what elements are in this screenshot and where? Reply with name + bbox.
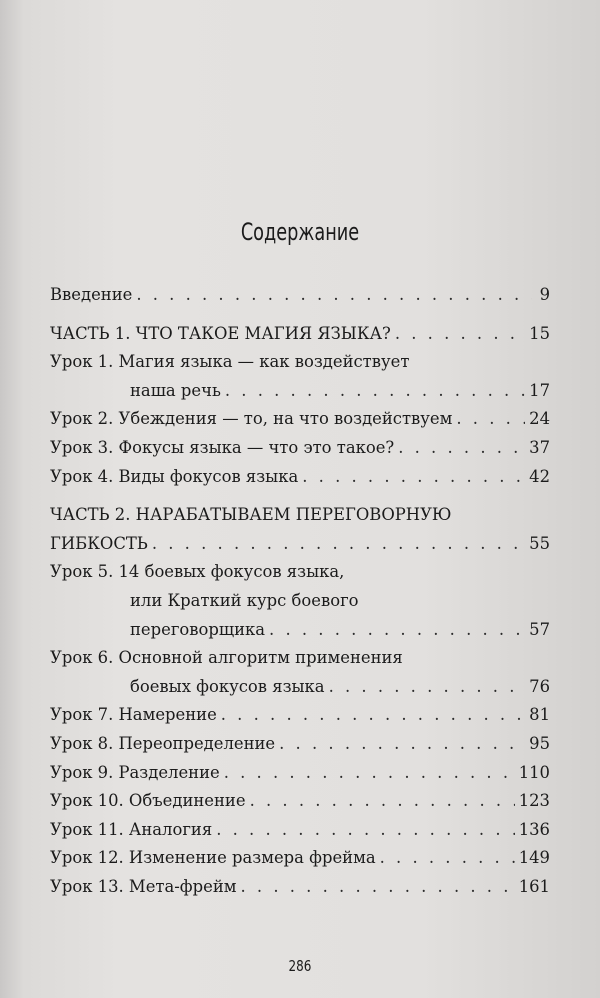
toc-entry-lesson6-cont: [50, 673, 550, 702]
toc-entry-intro: [50, 281, 550, 310]
toc-label: Урок 10. Объединение: [50, 791, 246, 811]
toc-entry-lesson11: [50, 816, 550, 845]
toc-entry-lesson5: [50, 558, 550, 587]
dot-leader: [380, 844, 515, 873]
toc-page: 57: [529, 619, 550, 639]
toc-page: 55: [529, 533, 550, 553]
dot-leader: [269, 616, 525, 645]
toc-label: Урок 1. Магия языка — как воздействует: [50, 352, 410, 372]
toc-page: 15: [529, 323, 550, 343]
dot-leader: [250, 787, 515, 816]
toc-page: 136: [518, 819, 550, 839]
dot-leader: [224, 759, 515, 788]
toc-page: 161: [518, 876, 550, 896]
page-title: Содержание: [240, 218, 360, 246]
toc-entry-lesson12: [50, 844, 550, 873]
toc-page: 76: [529, 676, 550, 696]
dot-leader: [225, 377, 525, 406]
toc-label: ГИБКОСТЬ: [50, 533, 148, 553]
toc-page: 42: [529, 466, 550, 486]
toc-label: Урок 9. Разделение: [50, 762, 220, 782]
page-number: 286: [288, 957, 312, 975]
toc-page: 17: [529, 380, 550, 400]
toc-entry-part1: [50, 320, 550, 349]
toc-label: наша речь: [130, 380, 221, 400]
toc-label: Урок 2. Убеждения — то, на что воздействуем: [50, 409, 453, 429]
toc-page: 95: [529, 733, 550, 753]
toc-page: 81: [529, 705, 550, 725]
toc-label: Урок 5. 14 боевых фокусов языка,: [50, 562, 345, 582]
toc-entry-lesson10: [50, 787, 550, 816]
toc-page: 24: [529, 409, 550, 429]
dot-leader: [152, 530, 525, 559]
dot-leader: [329, 673, 526, 702]
toc-label: Урок 12. Изменение размера фрейма: [50, 848, 376, 868]
toc-entry-lesson13: [50, 873, 550, 902]
toc-page: 123: [518, 791, 550, 811]
toc-label: Урок 3. Фокусы языка — что это такое?: [50, 437, 395, 457]
dot-leader: [221, 701, 525, 730]
dot-leader: [302, 463, 525, 492]
dot-leader: [395, 320, 525, 349]
toc-label: боевых фокусов языка: [130, 676, 325, 696]
toc-label: Урок 6. Основной алгоритм применения: [50, 648, 403, 668]
toc-label: или Краткий курс боевого: [130, 590, 359, 610]
dot-leader: [241, 873, 515, 902]
toc-entry-lesson1-cont: [50, 377, 550, 406]
toc-label: Урок 7. Намерение: [50, 705, 217, 725]
toc-entry-lesson6: [50, 644, 550, 673]
toc-entry-lesson4: [50, 463, 550, 492]
toc-page: 149: [518, 848, 550, 868]
toc-entry-part2-cont: [50, 530, 550, 559]
toc-label: Урок 11. Аналогия: [50, 819, 213, 839]
toc-label: Урок 13. Мета-фрейм: [50, 876, 237, 896]
toc-label: Урок 8. Переопределение: [50, 733, 276, 753]
toc-entry-lesson9: [50, 759, 550, 788]
toc-entry-lesson3: [50, 434, 550, 463]
toc-entry-lesson7: [50, 701, 550, 730]
toc-page: 9: [539, 285, 550, 304]
toc-label: ЧАСТЬ 1. ЧТО ТАКОЕ МАГИЯ ЯЗЫКА?: [50, 323, 391, 343]
dot-leader: [398, 434, 525, 463]
toc-page: 37: [529, 437, 550, 457]
toc-label: Урок 4. Виды фокусов языка: [50, 466, 299, 486]
toc-page: 110: [518, 762, 550, 782]
toc-label: ЧАСТЬ 2. НАРАБАТЫВАЕМ ПЕРЕГОВОРНУЮ: [50, 505, 452, 525]
dot-leader: [136, 281, 532, 310]
dot-leader: [279, 730, 525, 759]
toc-label: Введение: [50, 285, 133, 304]
toc-entry-lesson5-cont2: [50, 616, 550, 645]
toc-entry-lesson1: [50, 348, 550, 377]
dot-leader: [216, 816, 515, 845]
toc-entry-part2: [50, 501, 550, 530]
toc-entry-lesson5-cont1: [50, 587, 550, 616]
table-of-contents: [50, 281, 550, 901]
toc-entry-lesson2: [50, 405, 550, 434]
toc-entry-lesson8: [50, 730, 550, 759]
dot-leader: [456, 405, 525, 434]
toc-label: переговорщика: [130, 619, 266, 639]
